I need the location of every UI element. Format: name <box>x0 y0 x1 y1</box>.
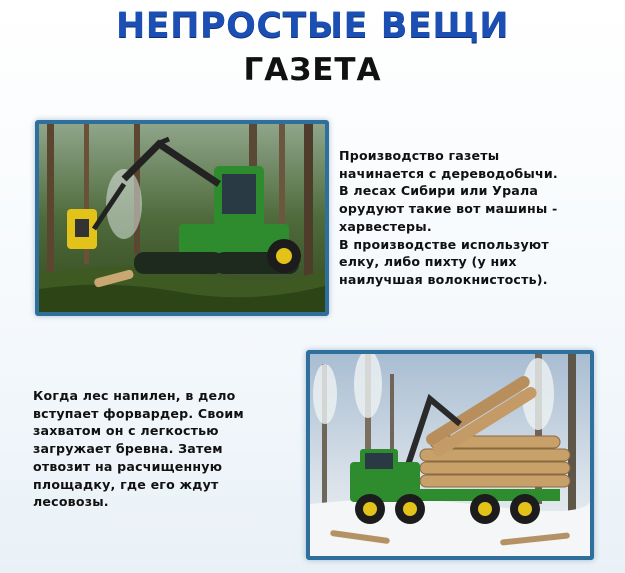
forwarder-description <box>33 387 295 511</box>
text-line: орудуют такие вот машины - <box>339 201 558 217</box>
text-line: харвестеры. <box>339 218 432 234</box>
harvester-illustration <box>39 124 325 312</box>
text-line: В лесах Сибири или Урала <box>339 183 539 199</box>
text-line: загружает бревна. Затем <box>33 441 223 457</box>
text-line: отвозит на расчищенную <box>33 458 223 474</box>
text-line: лесовозы. <box>33 494 109 510</box>
page-title: НЕПРОСТЫЕ ВЕЩИ <box>115 6 510 46</box>
text-line: начинается с дереводобычи. <box>339 165 558 181</box>
text-line: наилучшая волокнистость). <box>339 271 548 287</box>
text-line: Производство газеты <box>339 148 500 163</box>
forwarder-photo <box>306 350 594 560</box>
harvester-description <box>339 147 617 289</box>
page-subtitle: ГАЗЕТА <box>243 52 382 88</box>
text-line: захватом он с легкостью <box>33 423 219 439</box>
text-line: Когда лес напилен, в дело <box>33 388 236 403</box>
text-line: В производстве используют <box>339 236 549 252</box>
text-line: вступает форвардер. Своим <box>33 405 244 421</box>
text-line: площадку, где его ждут <box>33 476 219 492</box>
harvester-photo <box>35 120 329 316</box>
text-line: елку, либо пихту (у них <box>339 254 517 270</box>
forwarder-illustration <box>310 354 590 556</box>
